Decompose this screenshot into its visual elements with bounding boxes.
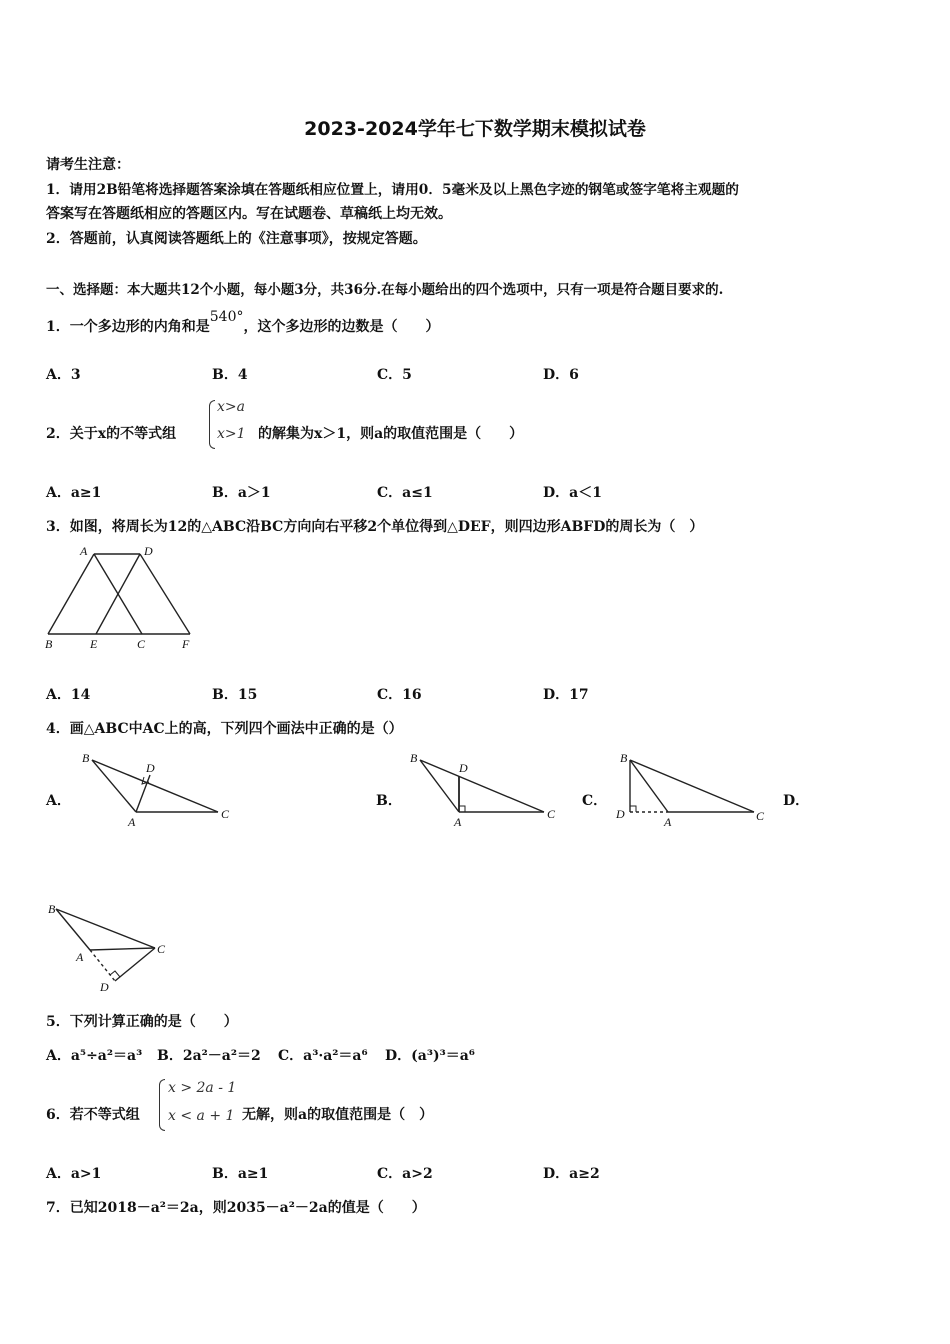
- q5-option-c[interactable]: C．a³·a²＝a⁶: [278, 1048, 368, 1064]
- q4d-label-d: D: [100, 980, 109, 994]
- q6-suffix: 无解，则a的取值范围是（ ）: [242, 1107, 434, 1123]
- notice-item-1-line-2: 答案写在答题纸相应的答题区内。写在试题卷、草稿纸上均无效。: [46, 206, 452, 222]
- q3-option-c[interactable]: C．16: [377, 687, 422, 703]
- q4c-label-a: A: [664, 815, 672, 829]
- q1-prefix: 1．一个多边形的内角和是: [46, 319, 210, 335]
- q4b-label-c: C: [547, 807, 556, 821]
- q4-figure-c[interactable]: [612, 748, 777, 830]
- q2-option-d[interactable]: D．a＜1: [543, 485, 602, 501]
- q3-option-a[interactable]: A．14: [46, 687, 91, 703]
- notice-heading: 请考生注意：: [46, 157, 130, 173]
- q1-option-b[interactable]: B．4: [212, 367, 248, 383]
- notice-item-2: 2．答题前，认真阅读答题纸上的《注意事项》，按规定答题。: [46, 231, 427, 247]
- q7-stem: 7．已知2018－a²＝2a，则2035－a²－2a的值是（ ）: [46, 1200, 426, 1216]
- q6-brace: [159, 1079, 165, 1131]
- q5-option-b[interactable]: B．2a²－a²＝2: [157, 1048, 261, 1064]
- q5-option-a[interactable]: A．a⁵÷a²＝a³: [46, 1048, 143, 1064]
- q4b-label-a: A: [454, 815, 462, 829]
- q6-option-b[interactable]: B．a≥1: [212, 1166, 269, 1182]
- q4c-label-d: D: [616, 807, 625, 821]
- q2-option-a[interactable]: A．a≥1: [46, 485, 102, 501]
- q4-option-b-letter[interactable]: B．: [376, 793, 402, 809]
- q1-option-a[interactable]: A．3: [46, 367, 81, 383]
- q5-option-d[interactable]: D．(a³)³＝a⁶: [385, 1048, 475, 1064]
- notice-item-1-line-1: 1．请用2B铅笔将选择题答案涂填在答题纸相应位置上，请用0．5毫米及以上黑色字迹的钢笔或签字笔将主观题的: [46, 182, 739, 198]
- q6-system-line-2: x < a + 1: [168, 1108, 235, 1124]
- q6-prefix: 6．若不等式组: [46, 1107, 140, 1123]
- q4-figure-a[interactable]: [78, 748, 238, 830]
- q4d-label-b: B: [48, 902, 56, 916]
- q3-label-b: B: [45, 637, 53, 651]
- q4c-label-c: C: [756, 809, 765, 823]
- q2-system-line-2: x>1: [217, 426, 246, 442]
- q4a-label-a: A: [128, 815, 136, 829]
- q4b-label-b: B: [410, 751, 418, 765]
- q3-label-c: C: [137, 637, 146, 651]
- q1-stem: [46, 309, 440, 336]
- q1-angle: 540°: [209, 309, 244, 325]
- q2-system-line-1: x>a: [217, 399, 245, 415]
- q2-prefix: 2．关于x的不等式组: [46, 426, 177, 442]
- q3-label-f: F: [182, 637, 190, 651]
- q4d-label-a: A: [76, 950, 84, 964]
- page-title: 2023-2024学年七下数学期末模拟试卷: [304, 118, 646, 140]
- q6-option-d[interactable]: D．a≥2: [543, 1166, 600, 1182]
- q3-label-a: A: [80, 544, 88, 558]
- q3-option-d[interactable]: D．17: [543, 687, 589, 703]
- q4-figure-d[interactable]: [40, 895, 180, 995]
- q5-stem: 5．下列计算正确的是（ ）: [46, 1014, 238, 1030]
- q3-figure: [40, 540, 210, 655]
- q3-line-ab: [48, 554, 94, 634]
- q4a-label-d: D: [146, 761, 155, 775]
- q4c-label-b: B: [620, 751, 628, 765]
- q3-label-d: D: [144, 544, 153, 558]
- q2-brace: [209, 400, 215, 449]
- q1-option-c[interactable]: C．5: [377, 367, 412, 383]
- q2-suffix: 的解集为x＞1，则a的取值范围是（ ）: [258, 426, 524, 442]
- q4-figure-b[interactable]: [404, 748, 564, 830]
- q3-option-b[interactable]: B．15: [212, 687, 258, 703]
- q6-system-line-1: x > 2a - 1: [168, 1080, 237, 1096]
- q3-line-df: [140, 554, 190, 634]
- q3-label-e: E: [90, 637, 98, 651]
- q3-line-de: [96, 554, 140, 634]
- q2-option-c[interactable]: C．a≤1: [377, 485, 433, 501]
- q6-option-a[interactable]: A．a>1: [46, 1166, 102, 1182]
- q1-suffix: ，这个多边形的边数是（ ）: [243, 319, 440, 335]
- section-heading: 一、选择题：本大题共12个小题，每小题3分，共36分.在每小题给出的四个选项中，只有一项是符合题目要求的.: [46, 282, 724, 298]
- q4b-label-d: D: [459, 761, 468, 775]
- q4-option-c-letter[interactable]: C．: [582, 793, 608, 809]
- q4-option-a-letter[interactable]: A．: [46, 793, 71, 809]
- q4a-label-c: C: [221, 807, 230, 821]
- q4-stem: 4．画△ABC中AC上的高，下列四个画法中正确的是（）: [46, 721, 403, 737]
- q4a-label-b: B: [82, 751, 90, 765]
- q3-stem: 3．如图，将周长为12的△ABC沿BC方向向右平移2个单位得到△DEF，则四边形ABFD的周长为（ ）: [46, 519, 704, 535]
- q2-option-b[interactable]: B．a＞1: [212, 485, 271, 501]
- q6-option-c[interactable]: C．a>2: [377, 1166, 433, 1182]
- q4-option-d-letter[interactable]: D．: [783, 793, 810, 809]
- q4d-label-c: C: [157, 942, 166, 956]
- q1-option-d[interactable]: D．6: [543, 367, 579, 383]
